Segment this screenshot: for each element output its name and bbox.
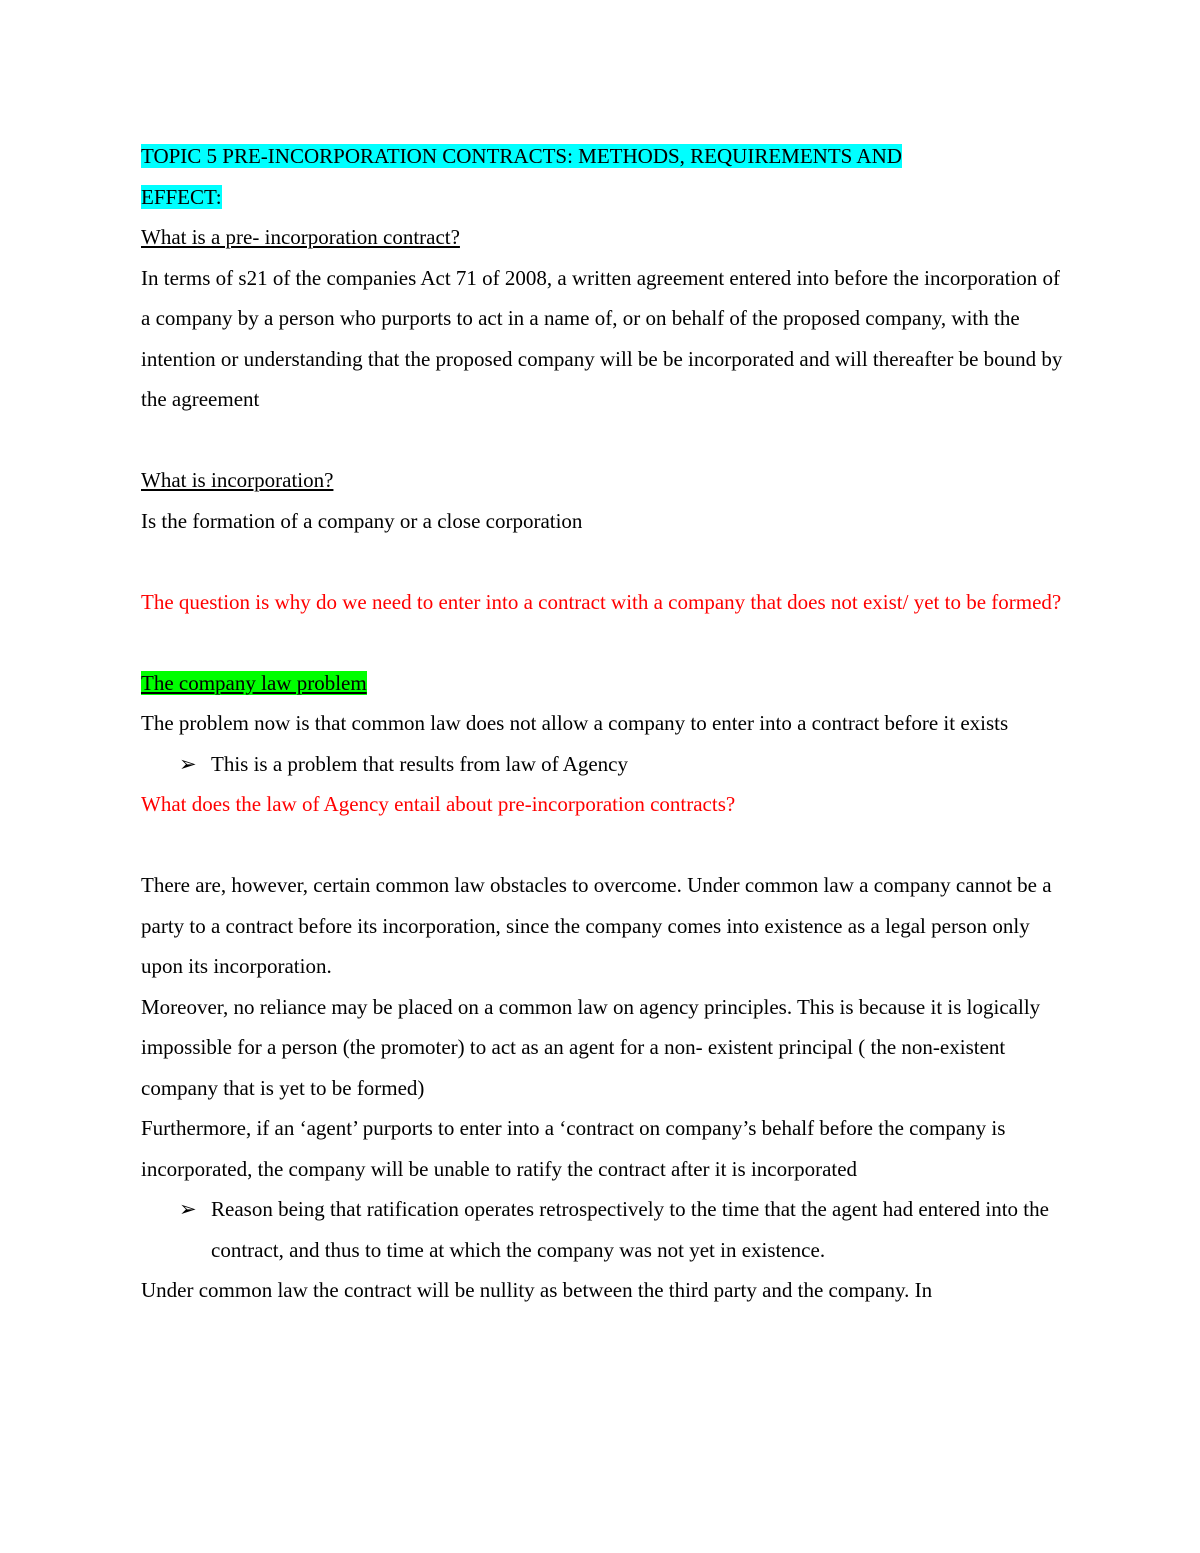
section3-heading-text: The company law problem: [141, 670, 367, 695]
ratification-paragraph: Furthermore, if an ‘agent’ purports to enter into a ‘contract on company’s behalf before the company is incorporated, the company will be unable to ratify the contract after it is incorporated: [141, 1116, 1006, 1181]
question-why-contract: The question is why do we need to enter into a contract with a company that does not exist/ yet to be formed?: [141, 589, 1062, 614]
section2-heading-text: What is incorporation?: [141, 468, 334, 492]
section3-heading: [141, 663, 1071, 704]
section2-body: Is the formation of a company or a close corporation: [141, 508, 583, 533]
section2-heading: [141, 460, 1071, 501]
topic-title: [141, 136, 1071, 217]
section1-heading: [141, 217, 1071, 258]
bullet-item-ratification-text: Reason being that ratification operates retrospectively to the time that the agent had entered into the contract, and thus to time at which the company was not yet in existence.: [211, 1197, 1049, 1262]
obstacles-paragraph: There are, however, certain common law obstacles to overcome. Under common law a company cannot be a party to a contract before its incorporation, since the company comes into existence as a legal person only upon its incorporation.: [141, 873, 1052, 978]
section1-body: In terms of s21 of the companies Act 71 of 2008, a written agreement entered into before the incorporation of a company by a person who purports to act in a name of, or on behalf of the proposed company, with the intention or understanding that the proposed company will be be incorporated and will thereafter be bound by the agreement: [141, 265, 1063, 411]
bullet-item-agency: [141, 744, 1071, 785]
bullet-item-ratification: [141, 1189, 1071, 1270]
nullity-paragraph: Under common law the contract will be nullity as between the third party and the company. In: [141, 1278, 933, 1302]
section1-heading-text: What is a pre- incorporation contract?: [141, 225, 460, 249]
spacer: [141, 622, 1071, 663]
spacer: [141, 420, 1071, 461]
arrow-bullet-icon: ➢: [179, 1197, 197, 1221]
topic-title-line1: TOPIC 5 PRE-INCORPORATION CONTRACTS: METHODS, REQUIREMENTS AND: [141, 144, 902, 168]
document-page: [141, 136, 1071, 1311]
bullet-item-agency-text: This is a problem that results from law of Agency: [211, 751, 628, 776]
agency-principles-paragraph: Moreover, no reliance may be placed on a common law on agency principles. This is because it is logically impossible for a person (the promoter) to act as an agent for a non- existent principal ( the non-existent company that is yet to be formed): [141, 994, 1041, 1100]
spacer: [141, 825, 1071, 866]
question-law-of-agency: What does the law of Agency entail about pre-incorporation contracts?: [141, 792, 736, 816]
arrow-bullet-icon: ➢: [179, 751, 197, 776]
section3-body: The problem now is that common law does not allow a company to enter into a contract before it exists: [141, 711, 1009, 735]
spacer: [141, 541, 1071, 582]
topic-title-line2: EFFECT:: [141, 184, 222, 209]
